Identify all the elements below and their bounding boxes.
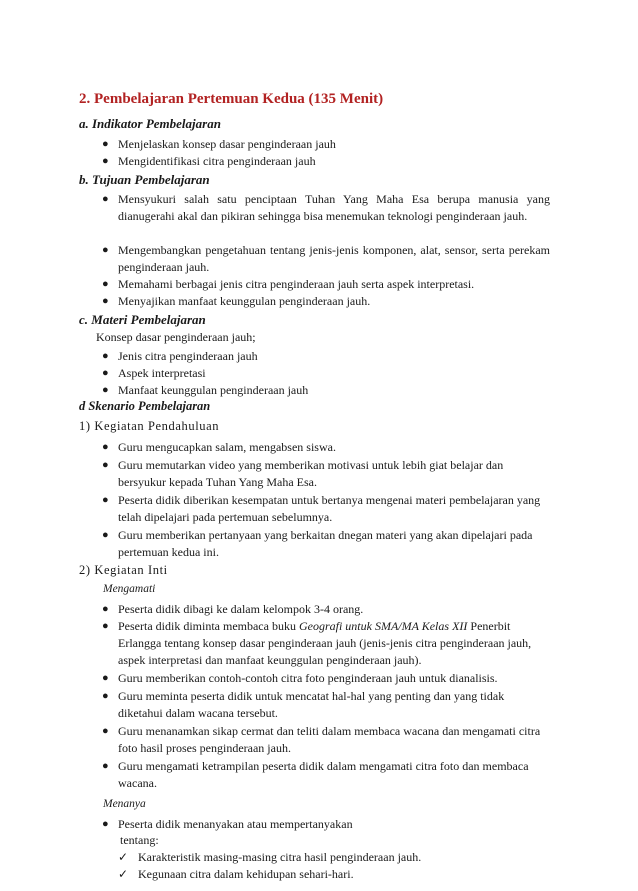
bullet-dot-icon: ● <box>102 690 109 702</box>
list-item: ● Manfaat keunggulan penginderaan jauh <box>102 383 309 397</box>
bullet-dot-icon: ● <box>102 725 109 737</box>
list-item: ● Peserta didik diminta membaca buku Geografi untuk SMA/MA Kelas XII Penerbit Erlangga tentang konsep dasar penginderaan jauh (jenis-jenis citra penginderaan jauh, aspek interpretasi dan manfaat keunggulan penginderaan jauh). <box>102 619 532 667</box>
list-item: ● Mengembangkan pengetahuan tentang jenis-jenis komponen, alat, sensor, serta perekam penginderaan jauh. <box>102 243 550 274</box>
list-item: ● Peserta didik diberikan kesempatan untuk bertanya mengenai materi pembelajaran yang telah dipelajari pada pertemuan sebelumnya. <box>102 493 541 524</box>
list-item: ● Aspek interpretasi <box>102 366 206 380</box>
bullet-dot-icon: ● <box>102 193 109 205</box>
bullet-dot-icon: ● <box>102 384 109 396</box>
mengamati-label: Mengamati <box>103 583 156 595</box>
page-title: 2. Pembelajaran Pertemuan Kedua (135 Menit) <box>79 91 384 107</box>
bullet-dot-icon: ● <box>102 494 109 506</box>
list-item: ● Menjelaskan konsep dasar penginderaan jauh <box>102 137 336 151</box>
bullet-dot-icon: ● <box>102 672 109 684</box>
list-item: ● Memahami berbagai jenis citra penginderaan jauh serta aspek interpretasi. <box>102 277 475 291</box>
bullet-dot-icon: ● <box>102 760 109 772</box>
menanya-label: Menanya <box>103 798 146 810</box>
list-item: ● Peserta didik menanyakan atau mempertanyakan <box>102 817 353 831</box>
section-b-heading: b. Tujuan Pembelajaran <box>79 172 210 187</box>
bullet-dot-icon: ● <box>102 441 109 453</box>
check-item: ✓ Kegunaan citra dalam kehidupan sehari-hari. <box>118 867 354 881</box>
list-item: ● Guru menanamkan sikap cermat dan teliti dalam membaca wacana dan mengamati citra foto hasil proses penginderaan jauh. <box>102 724 541 755</box>
bullet-dot-icon: ● <box>102 529 109 541</box>
bullet-dot-icon: ● <box>102 278 109 290</box>
bullet-dot-icon: ● <box>102 138 109 150</box>
bullet-dot-icon: ● <box>102 295 109 307</box>
bullet-dot-icon: ● <box>102 367 109 379</box>
book-title: Geografi untuk SMA/MA Kelas XII <box>298 619 468 633</box>
section-c-intro: Konsep dasar penginderaan jauh; <box>96 330 256 344</box>
menanya-continuation: tentang: <box>120 833 159 847</box>
section-c-heading: c. Materi Pembelajaran <box>79 312 206 327</box>
bullet-dot-icon: ● <box>102 155 109 167</box>
list-item: ● Guru memberikan contoh-contoh citra foto penginderaan jauh untuk dianalisis. <box>102 671 498 685</box>
bullet-dot-icon: ● <box>102 603 109 615</box>
checkmark-icon: ✓ <box>118 867 129 881</box>
bullet-dot-icon: ● <box>102 244 109 256</box>
list-item: ● Guru mengucapkan salam, mengabsen siswa. <box>102 440 336 454</box>
list-item: ● Guru memberikan pertanyaan yang berkaitan dnegan materi yang akan dipelajari pada pertemuan kedua ini. <box>102 528 533 559</box>
checkmark-icon: ✓ <box>118 850 129 864</box>
list-item: ● Mengidentifikasi citra penginderaan jauh <box>102 154 316 168</box>
bullet-dot-icon: ● <box>102 350 109 362</box>
check-item: ✓ Karakteristik masing-masing citra hasil penginderaan jauh. <box>118 850 422 864</box>
list-item: ● Guru meminta peserta didik untuk mencatat hal-hal yang penting dan yang tidak diketahui dalam wacana tersebut. <box>102 689 505 720</box>
section-a-heading: a. Indikator Pembelajaran <box>79 116 221 131</box>
list-item: ● Mensyukuri salah satu penciptaan Tuhan Yang Maha Esa berupa manusia yang dianugerahi akal dan pikiran sehingga bisa menemukan teknologi penginderaan jauh. <box>102 192 550 223</box>
section-d-heading: d Skenario Pembelajaran <box>79 399 211 413</box>
list-item: ● Guru mengamati ketrampilan peserta didik dalam mengamati citra foto dan membaca wacana. <box>102 759 529 790</box>
bullet-dot-icon: ● <box>102 459 109 471</box>
part2-heading: 2) Kegiatan Inti <box>79 563 168 577</box>
list-item: ● Menyajikan manfaat keunggulan penginderaan jauh. <box>102 294 371 308</box>
bullet-dot-icon: ● <box>102 818 109 830</box>
list-item: ● Guru memutarkan video yang memberikan motivasi untuk lebih giat belajar dan bersyukur kepada Tuhan Yang Maha Esa. <box>102 458 504 489</box>
part1-heading: 1) Kegiatan Pendahuluan <box>79 419 220 433</box>
list-item: ● Peserta didik dibagi ke dalam kelompok 3-4 orang. <box>102 602 364 616</box>
bullet-dot-icon: ● <box>102 620 109 632</box>
list-item: ● Jenis citra penginderaan jauh <box>102 349 258 363</box>
